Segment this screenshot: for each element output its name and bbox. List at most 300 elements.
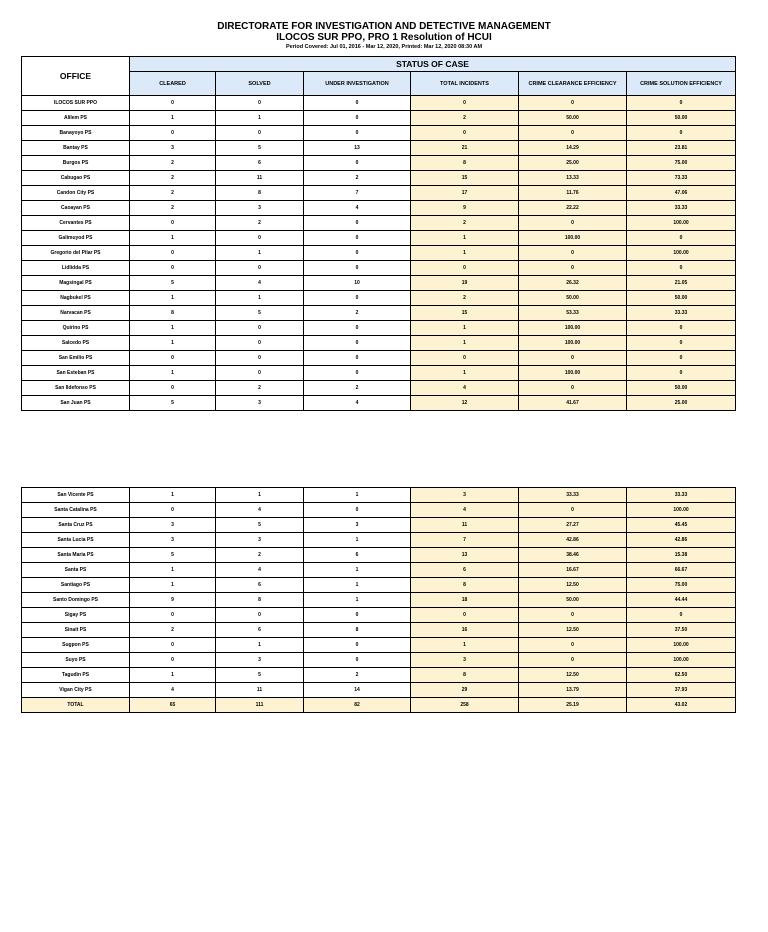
under-investigation-column-header: UNDER INVESTIGATION [304, 72, 411, 96]
office-cell: Santa Cruz PS [22, 518, 130, 533]
under-investigation-cell: 2 [304, 381, 411, 396]
table-row [22, 366, 736, 381]
under-investigation-cell: 7 [304, 186, 411, 201]
crime-clearance-efficiency-cell: 13.33 [519, 171, 627, 186]
table-row [22, 171, 736, 186]
under-investigation-cell: 0 [304, 291, 411, 306]
table-row [22, 186, 736, 201]
crime-solution-efficiency-cell: 23.81 [627, 141, 736, 156]
crime-clearance-efficiency-cell: 100.00 [519, 231, 627, 246]
under-investigation-cell: 10 [304, 276, 411, 291]
under-investigation-cell: 2 [304, 171, 411, 186]
total-incidents-cell: 21 [411, 141, 519, 156]
solved-cell: 8 [216, 186, 304, 201]
crime-clearance-efficiency-cell: 13.79 [519, 683, 627, 698]
table-row [22, 351, 736, 366]
under-investigation-cell: 82 [304, 698, 411, 713]
crime-solution-efficiency-cell: 15.38 [627, 548, 736, 563]
table-row [22, 608, 736, 623]
table-row [22, 291, 736, 306]
cleared-cell: 2 [130, 623, 216, 638]
cleared-cell: 1 [130, 111, 216, 126]
crime-solution-efficiency-cell: 100.00 [627, 653, 736, 668]
crime-solution-efficiency-cell: 75.00 [627, 156, 736, 171]
under-investigation-cell: 1 [304, 533, 411, 548]
table-row [22, 548, 736, 563]
office-cell: Cervantes PS [22, 216, 130, 231]
crime-solution-efficiency-cell: 0 [627, 321, 736, 336]
table-row [22, 668, 736, 683]
solved-cell: 5 [216, 518, 304, 533]
crime-clearance-efficiency-cell: 0 [519, 381, 627, 396]
crime-solution-efficiency-cell: 0 [627, 351, 736, 366]
case-status-table-page-1 [21, 56, 736, 411]
crime-solution-efficiency-cell: 25.00 [627, 396, 736, 411]
table-row [22, 593, 736, 608]
total-incidents-cell: 0 [411, 96, 519, 111]
total-incidents-cell: 8 [411, 156, 519, 171]
crime-solution-efficiency-cell: 33.33 [627, 201, 736, 216]
table-row [22, 563, 736, 578]
under-investigation-cell: 0 [304, 96, 411, 111]
office-cell: San Esteban PS [22, 366, 130, 381]
total-incidents-cell: 0 [411, 261, 519, 276]
cleared-cell: 65 [130, 698, 216, 713]
office-cell: Gregorio del Pilar PS [22, 246, 130, 261]
solved-cell: 0 [216, 336, 304, 351]
under-investigation-cell: 13 [304, 141, 411, 156]
total-incidents-cell: 17 [411, 186, 519, 201]
total-incidents-cell: 2 [411, 216, 519, 231]
under-investigation-cell: 1 [304, 593, 411, 608]
cleared-cell: 0 [130, 503, 216, 518]
solved-cell: 2 [216, 381, 304, 396]
table-row [22, 306, 736, 321]
crime-clearance-efficiency-cell: 14.29 [519, 141, 627, 156]
table-row [22, 533, 736, 548]
crime-clearance-efficiency-cell: 0 [519, 503, 627, 518]
total-incidents-cell: 3 [411, 653, 519, 668]
crime-solution-efficiency-column-header: CRIME SOLUTION EFFICIENCY [627, 72, 736, 96]
crime-clearance-efficiency-cell: 100.00 [519, 321, 627, 336]
under-investigation-cell: 14 [304, 683, 411, 698]
under-investigation-cell: 1 [304, 578, 411, 593]
office-cell: Sinait PS [22, 623, 130, 638]
office-cell: Santiago PS [22, 578, 130, 593]
cleared-cell: 3 [130, 518, 216, 533]
table-row [22, 518, 736, 533]
cleared-cell: 0 [130, 381, 216, 396]
office-cell: Banayoyo PS [22, 126, 130, 141]
under-investigation-cell: 0 [304, 503, 411, 518]
table-row [22, 111, 736, 126]
total-incidents-cell: 4 [411, 503, 519, 518]
solved-cell: 111 [216, 698, 304, 713]
crime-clearance-efficiency-cell: 0 [519, 96, 627, 111]
crime-clearance-efficiency-cell: 41.67 [519, 396, 627, 411]
solved-cell: 6 [216, 156, 304, 171]
total-incidents-cell: 258 [411, 698, 519, 713]
under-investigation-cell: 3 [304, 518, 411, 533]
solved-cell: 4 [216, 276, 304, 291]
crime-clearance-efficiency-cell: 0 [519, 261, 627, 276]
cleared-cell: 0 [130, 351, 216, 366]
crime-solution-efficiency-cell: 50.00 [627, 291, 736, 306]
solved-cell: 11 [216, 171, 304, 186]
cleared-cell: 1 [130, 488, 216, 503]
cleared-cell: 0 [130, 246, 216, 261]
solved-cell: 5 [216, 668, 304, 683]
cleared-cell: 1 [130, 291, 216, 306]
crime-solution-efficiency-cell: 33.33 [627, 488, 736, 503]
crime-solution-efficiency-cell: 0 [627, 336, 736, 351]
table-row [22, 96, 736, 111]
total-incidents-cell: 1 [411, 336, 519, 351]
crime-clearance-efficiency-cell: 100.00 [519, 336, 627, 351]
under-investigation-cell: 6 [304, 548, 411, 563]
office-cell: Cabugao PS [22, 171, 130, 186]
cleared-cell: 3 [130, 533, 216, 548]
crime-clearance-efficiency-cell: 0 [519, 216, 627, 231]
case-status-table-page-2 [21, 487, 736, 713]
crime-solution-efficiency-cell: 62.50 [627, 668, 736, 683]
under-investigation-cell: 1 [304, 488, 411, 503]
solved-cell: 1 [216, 111, 304, 126]
crime-clearance-efficiency-cell: 0 [519, 246, 627, 261]
solved-cell: 1 [216, 291, 304, 306]
table-row [22, 321, 736, 336]
solved-cell: 8 [216, 593, 304, 608]
under-investigation-cell: 0 [304, 608, 411, 623]
solved-cell: 5 [216, 141, 304, 156]
solved-cell: 4 [216, 563, 304, 578]
crime-solution-efficiency-cell: 0 [627, 366, 736, 381]
cleared-cell: 1 [130, 231, 216, 246]
office-cell: Suyo PS [22, 653, 130, 668]
cleared-column-header: CLEARED [130, 72, 216, 96]
crime-solution-efficiency-cell: 75.00 [627, 578, 736, 593]
office-cell: Burgos PS [22, 156, 130, 171]
under-investigation-cell: 4 [304, 396, 411, 411]
crime-clearance-efficiency-cell: 12.50 [519, 668, 627, 683]
crime-clearance-efficiency-cell: 53.33 [519, 306, 627, 321]
solved-cell: 0 [216, 96, 304, 111]
table-row [22, 503, 736, 518]
office-cell: Caoayan PS [22, 201, 130, 216]
table-row [22, 246, 736, 261]
total-incidents-cell: 19 [411, 276, 519, 291]
cleared-cell: 2 [130, 171, 216, 186]
crime-clearance-efficiency-cell: 26.32 [519, 276, 627, 291]
under-investigation-cell: 0 [304, 156, 411, 171]
total-incidents-cell: 1 [411, 366, 519, 381]
total-incidents-column-header: TOTAL INCIDENTS [411, 72, 519, 96]
cleared-cell: 3 [130, 141, 216, 156]
total-incidents-cell: 0 [411, 351, 519, 366]
office-cell: Galimuyod PS [22, 231, 130, 246]
crime-solution-efficiency-cell: 66.67 [627, 563, 736, 578]
crime-solution-efficiency-cell: 50.00 [627, 381, 736, 396]
total-incidents-cell: 8 [411, 578, 519, 593]
table-row [22, 623, 736, 638]
office-cell: TOTAL [22, 698, 130, 713]
solved-cell: 11 [216, 683, 304, 698]
under-investigation-cell: 0 [304, 638, 411, 653]
table-row [22, 126, 736, 141]
office-cell: Santa PS [22, 563, 130, 578]
crime-solution-efficiency-cell: 43.02 [627, 698, 736, 713]
total-incidents-cell: 15 [411, 171, 519, 186]
table-row [22, 336, 736, 351]
office-cell: Santa Lucia PS [22, 533, 130, 548]
report-title: DIRECTORATE FOR INVESTIGATION AND DETECTIVE MANAGEMENT [217, 21, 551, 32]
cleared-cell: 0 [130, 608, 216, 623]
crime-clearance-efficiency-cell: 33.33 [519, 488, 627, 503]
table-row [22, 653, 736, 668]
cleared-cell: 2 [130, 186, 216, 201]
office-cell: Narvacan PS [22, 306, 130, 321]
solved-column-header: SOLVED [216, 72, 304, 96]
total-incidents-cell: 8 [411, 668, 519, 683]
cleared-cell: 0 [130, 96, 216, 111]
cleared-cell: 5 [130, 548, 216, 563]
crime-clearance-efficiency-cell: 0 [519, 351, 627, 366]
crime-solution-efficiency-cell: 100.00 [627, 216, 736, 231]
crime-solution-efficiency-cell: 0 [627, 231, 736, 246]
office-column-header: OFFICE [22, 57, 130, 96]
table-row [22, 201, 736, 216]
crime-clearance-efficiency-cell: 27.27 [519, 518, 627, 533]
solved-cell: 2 [216, 216, 304, 231]
office-cell: San Ildefonso PS [22, 381, 130, 396]
solved-cell: 6 [216, 578, 304, 593]
solved-cell: 0 [216, 261, 304, 276]
cleared-cell: 0 [130, 216, 216, 231]
under-investigation-cell: 1 [304, 563, 411, 578]
crime-clearance-efficiency-cell: 12.50 [519, 578, 627, 593]
table-row [22, 381, 736, 396]
office-cell: San Vicente PS [22, 488, 130, 503]
total-incidents-cell: 16 [411, 623, 519, 638]
crime-clearance-efficiency-cell: 50.00 [519, 111, 627, 126]
office-cell: Nagbukel PS [22, 291, 130, 306]
cleared-cell: 0 [130, 653, 216, 668]
under-investigation-cell: 0 [304, 261, 411, 276]
solved-cell: 0 [216, 366, 304, 381]
crime-solution-efficiency-cell: 21.05 [627, 276, 736, 291]
crime-solution-efficiency-cell: 0 [627, 126, 736, 141]
under-investigation-cell: 0 [304, 336, 411, 351]
crime-solution-efficiency-cell: 100.00 [627, 503, 736, 518]
under-investigation-cell: 0 [304, 126, 411, 141]
office-cell: Sugpon PS [22, 638, 130, 653]
table-row [22, 156, 736, 171]
total-incidents-cell: 3 [411, 488, 519, 503]
under-investigation-cell: 4 [304, 201, 411, 216]
office-cell: Alilem PS [22, 111, 130, 126]
solved-cell: 1 [216, 638, 304, 653]
solved-cell: 4 [216, 503, 304, 518]
total-incidents-cell: 1 [411, 246, 519, 261]
table-row [22, 141, 736, 156]
table-row [22, 396, 736, 411]
crime-solution-efficiency-cell: 0 [627, 261, 736, 276]
crime-clearance-efficiency-cell: 0 [519, 653, 627, 668]
crime-solution-efficiency-cell: 47.06 [627, 186, 736, 201]
solved-cell: 3 [216, 653, 304, 668]
under-investigation-cell: 0 [304, 366, 411, 381]
solved-cell: 1 [216, 488, 304, 503]
cleared-cell: 0 [130, 638, 216, 653]
office-cell: Tagudin PS [22, 668, 130, 683]
cleared-cell: 2 [130, 201, 216, 216]
table-row [22, 216, 736, 231]
solved-cell: 0 [216, 608, 304, 623]
crime-clearance-efficiency-cell: 16.67 [519, 563, 627, 578]
total-incidents-cell: 0 [411, 126, 519, 141]
table-row [22, 638, 736, 653]
crime-clearance-efficiency-cell: 38.46 [519, 548, 627, 563]
cleared-cell: 1 [130, 321, 216, 336]
crime-solution-efficiency-cell: 0 [627, 608, 736, 623]
crime-solution-efficiency-cell: 44.44 [627, 593, 736, 608]
office-cell: Candon City PS [22, 186, 130, 201]
crime-clearance-efficiency-cell: 0 [519, 608, 627, 623]
total-row [22, 698, 736, 713]
solved-cell: 0 [216, 126, 304, 141]
total-incidents-cell: 11 [411, 518, 519, 533]
crime-solution-efficiency-cell: 37.50 [627, 623, 736, 638]
total-incidents-cell: 0 [411, 608, 519, 623]
crime-solution-efficiency-cell: 50.00 [627, 111, 736, 126]
solved-cell: 0 [216, 231, 304, 246]
under-investigation-cell: 8 [304, 623, 411, 638]
cleared-cell: 1 [130, 578, 216, 593]
solved-cell: 3 [216, 396, 304, 411]
office-cell: Santa Catalina PS [22, 503, 130, 518]
solved-cell: 1 [216, 246, 304, 261]
cleared-cell: 5 [130, 276, 216, 291]
solved-cell: 6 [216, 623, 304, 638]
total-incidents-cell: 6 [411, 563, 519, 578]
total-incidents-cell: 12 [411, 396, 519, 411]
crime-solution-efficiency-cell: 45.45 [627, 518, 736, 533]
crime-solution-efficiency-cell: 42.86 [627, 533, 736, 548]
total-incidents-cell: 1 [411, 638, 519, 653]
under-investigation-cell: 0 [304, 246, 411, 261]
crime-clearance-efficiency-cell: 50.00 [519, 291, 627, 306]
office-cell: San Juan PS [22, 396, 130, 411]
total-incidents-cell: 18 [411, 593, 519, 608]
office-cell: ILOCOS SUR PPO [22, 96, 130, 111]
under-investigation-cell: 0 [304, 351, 411, 366]
cleared-cell: 1 [130, 366, 216, 381]
cleared-cell: 4 [130, 683, 216, 698]
table-row [22, 231, 736, 246]
report-subtitle: ILOCOS SUR PPO, PRO 1 Resolution of HCUI [276, 32, 492, 43]
solved-cell: 3 [216, 533, 304, 548]
office-cell: Magsingal PS [22, 276, 130, 291]
office-cell: Sigay PS [22, 608, 130, 623]
total-incidents-cell: 7 [411, 533, 519, 548]
cleared-cell: 9 [130, 593, 216, 608]
report-period: Period Covered: Jul 01, 2016 - Mar 12, 2020, Printed: Mar 12, 2020 08:30 AM [285, 44, 483, 50]
solved-cell: 3 [216, 201, 304, 216]
crime-clearance-efficiency-cell: 100.00 [519, 366, 627, 381]
cleared-cell: 1 [130, 336, 216, 351]
solved-cell: 0 [216, 321, 304, 336]
table-row [22, 683, 736, 698]
under-investigation-cell: 0 [304, 653, 411, 668]
crime-clearance-efficiency-cell: 12.50 [519, 623, 627, 638]
crime-solution-efficiency-cell: 100.00 [627, 638, 736, 653]
office-cell: Lidlidda PS [22, 261, 130, 276]
table-row [22, 578, 736, 593]
crime-clearance-efficiency-cell: 0 [519, 126, 627, 141]
crime-clearance-efficiency-cell: 11.76 [519, 186, 627, 201]
solved-cell: 2 [216, 548, 304, 563]
crime-clearance-efficiency-cell: 22.22 [519, 201, 627, 216]
cleared-cell: 2 [130, 156, 216, 171]
total-incidents-cell: 2 [411, 111, 519, 126]
office-cell: Santo Domingo PS [22, 593, 130, 608]
crime-solution-efficiency-cell: 33.33 [627, 306, 736, 321]
crime-solution-efficiency-cell: 37.93 [627, 683, 736, 698]
under-investigation-cell: 0 [304, 216, 411, 231]
total-incidents-cell: 29 [411, 683, 519, 698]
under-investigation-cell: 0 [304, 321, 411, 336]
cleared-cell: 0 [130, 126, 216, 141]
total-incidents-cell: 1 [411, 321, 519, 336]
total-incidents-cell: 2 [411, 291, 519, 306]
under-investigation-cell: 2 [304, 306, 411, 321]
solved-cell: 0 [216, 351, 304, 366]
cleared-cell: 1 [130, 668, 216, 683]
crime-solution-efficiency-cell: 0 [627, 96, 736, 111]
under-investigation-cell: 2 [304, 668, 411, 683]
table-row [22, 276, 736, 291]
office-cell: Salcedo PS [22, 336, 130, 351]
crime-solution-efficiency-cell: 73.33 [627, 171, 736, 186]
table-row [22, 488, 736, 503]
crime-clearance-efficiency-column-header: CRIME CLEARANCE EFFICIENCY [519, 72, 627, 96]
crime-solution-efficiency-cell: 100.00 [627, 246, 736, 261]
cleared-cell: 1 [130, 563, 216, 578]
crime-clearance-efficiency-cell: 25.00 [519, 156, 627, 171]
cleared-cell: 5 [130, 396, 216, 411]
crime-clearance-efficiency-cell: 25.19 [519, 698, 627, 713]
solved-cell: 5 [216, 306, 304, 321]
cleared-cell: 0 [130, 261, 216, 276]
total-incidents-cell: 9 [411, 201, 519, 216]
status-of-case-header: STATUS OF CASE [130, 57, 736, 72]
cleared-cell: 8 [130, 306, 216, 321]
total-incidents-cell: 13 [411, 548, 519, 563]
crime-clearance-efficiency-cell: 0 [519, 638, 627, 653]
office-cell: Vigan City PS [22, 683, 130, 698]
office-cell: San Emilio PS [22, 351, 130, 366]
under-investigation-cell: 0 [304, 111, 411, 126]
office-cell: Quirino PS [22, 321, 130, 336]
total-incidents-cell: 4 [411, 381, 519, 396]
under-investigation-cell: 0 [304, 231, 411, 246]
crime-clearance-efficiency-cell: 50.00 [519, 593, 627, 608]
office-cell: Bantay PS [22, 141, 130, 156]
office-cell: Santa Maria PS [22, 548, 130, 563]
total-incidents-cell: 1 [411, 231, 519, 246]
total-incidents-cell: 15 [411, 306, 519, 321]
crime-clearance-efficiency-cell: 42.86 [519, 533, 627, 548]
